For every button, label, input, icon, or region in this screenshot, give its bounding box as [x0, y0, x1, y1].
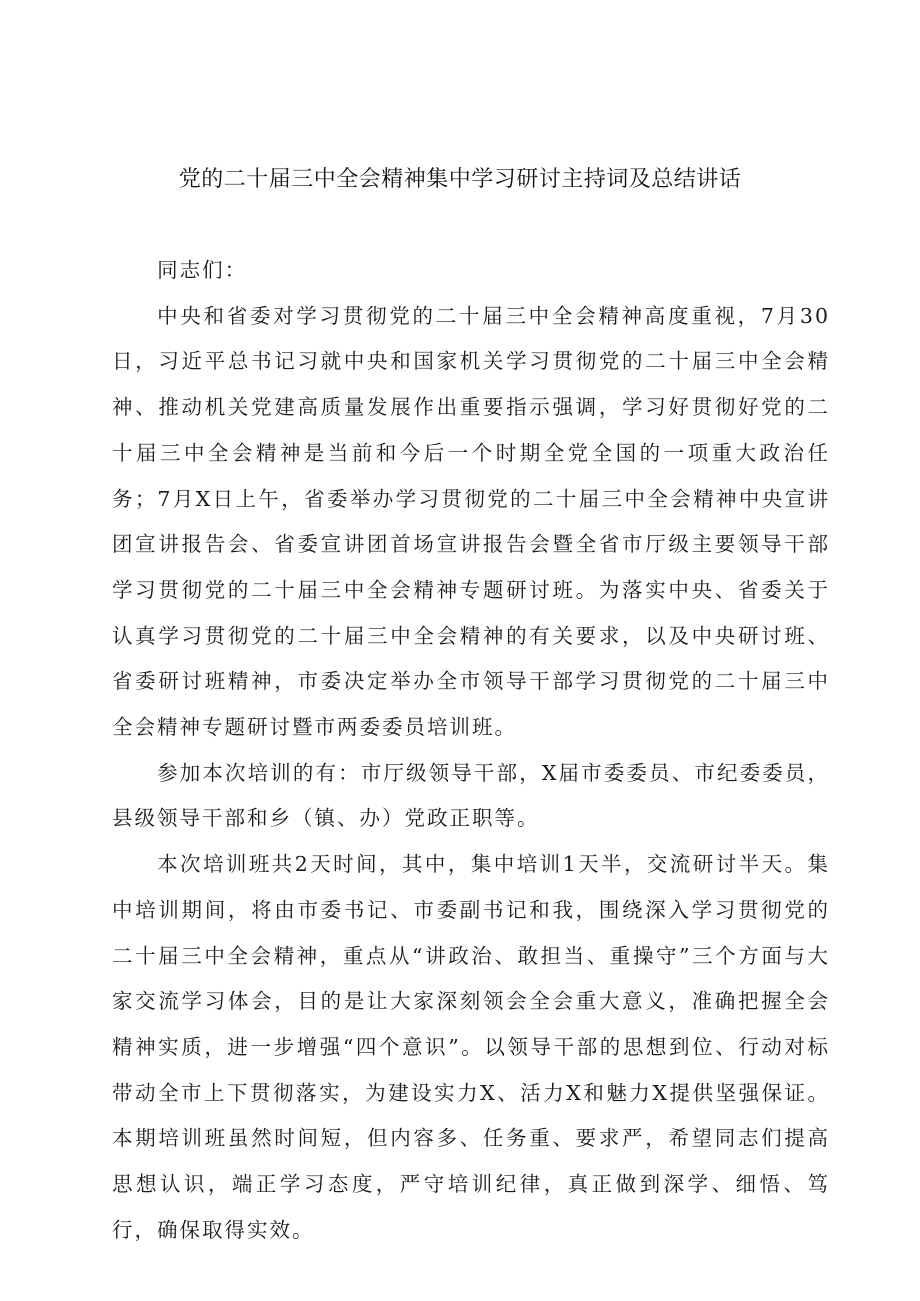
paragraph-intro: 中央和省委对学习贯彻党的二十届三中全会精神高度重视，7月30日，习近平总书记习就中央和国家机关学习贯彻党的二十届三中全会精神、推动机关党建高质量发展作出重要指示强调，学习好贯彻好党的二十届三中全会精神是当前和今后一个时期全党全国的一项重大政治任务；7月X日上午，省委举办学习贯彻党的二十届三中全会精神中央宣讲团宣讲报告会、省委宣讲团首场宣讲报告会暨全省市厅级主要领导干部学习贯彻党的二十届三中全会精神专题研讨班。为落实中央、省委关于认真学习贯彻党的二十届三中全会精神的有关要求，以及中央研讨班、省委研讨班精神，市委决定举办全市领导干部学习贯彻党的二十届三中全会精神专题研讨暨市两委委员培训班。	[112, 303, 830, 740]
salutation: 同志们：	[157, 258, 248, 282]
document-body	[112, 248, 830, 1253]
paragraph-schedule: 本次培训班共2天时间，其中，集中培训1天半，交流研讨半天。集中培训期间，将由市委书记、市委副书记和我，围绕深入学习贯彻党的二十届三中全会精神，重点从“讲政治、敢担当、重操守”三个方面与大家交流学习体会，目的是让大家深刻领会全会重大意义，准确把握全会精神实质，进一步增强“四个意识”。以领导干部的思想到位、行动对标带动全市上下贯彻落实，为建设实力X、活力X和魅力X提供坚强保证。本期培训班虽然时间短，但内容多、任务重、要求严，希望同志们提高思想认识，端正学习态度，严守培训纪律，真正做到深学、细悟、笃行，确保取得实效。	[112, 852, 830, 1242]
document-title: 党的二十届三中全会精神集中学习研讨主持词及总结讲话	[178, 167, 742, 192]
paragraph-participants: 参加本次培训的有：市厅级领导干部，X届市委委员、市纪委委员，县级领导干部和乡（镇、办）党政正职等。	[112, 760, 830, 831]
